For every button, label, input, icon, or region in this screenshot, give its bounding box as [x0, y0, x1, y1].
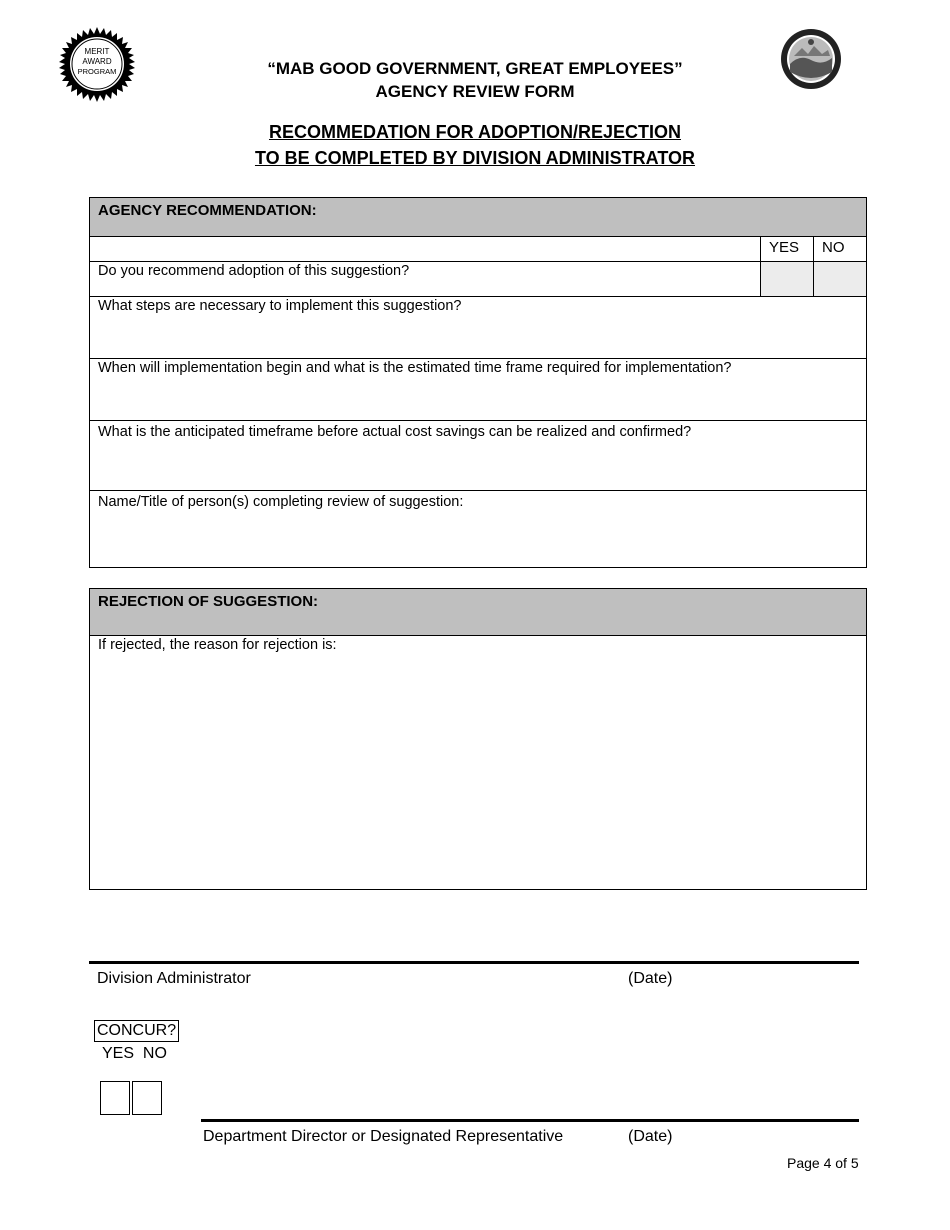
director-label: Department Director or Designated Representative — [203, 1128, 564, 1145]
question-cost-savings-timeframe[interactable]: What is the anticipated timeframe before actual cost savings can be realized and confirmed? — [90, 421, 867, 491]
question-implementation-steps[interactable]: What steps are necessary to implement this suggestion? — [90, 297, 867, 359]
no-column-label: NO — [814, 237, 867, 262]
agency-recommendation-heading: AGENCY RECOMMENDATION: — [90, 198, 867, 237]
division-admin-date-label: (Date) — [628, 970, 673, 987]
page-number: Page 4 of 5 — [787, 1155, 859, 1171]
form-title-line-2: AGENCY REVIEW FORM — [375, 82, 575, 101]
concur-no-checkbox[interactable] — [132, 1081, 162, 1115]
yes-column-label: YES — [761, 237, 814, 262]
logo-text-line-1: MERIT — [84, 47, 110, 56]
form-title-line-1: “MAB GOOD GOVERNMENT, GREAT EMPLOYEES” — [267, 59, 683, 78]
concur-yes-checkbox[interactable] — [100, 1081, 130, 1115]
question-recommend-adoption: Do you recommend adoption of this suggestion? — [90, 262, 761, 297]
agency-recommendation-table — [89, 197, 867, 568]
rejection-reason-field[interactable]: If rejected, the reason for rejection is: — [90, 636, 867, 890]
director-signature-line[interactable] — [201, 1119, 859, 1122]
subtitle-text-1: RECOMMEDATION FOR ADOPTION/REJECTION — [268, 122, 681, 142]
rejection-table — [89, 588, 867, 890]
logo-text-line-3: PROGRAM — [77, 67, 117, 76]
recommend-no-checkbox[interactable] — [814, 262, 867, 297]
concur-label: CONCUR? — [94, 1020, 179, 1042]
yes-no-header-spacer — [90, 237, 761, 262]
logo-text-line-2: AWARD — [82, 57, 112, 66]
recommend-yes-checkbox[interactable] — [761, 262, 814, 297]
question-reviewer-name-title[interactable]: Name/Title of person(s) completing review of suggestion: — [90, 491, 867, 568]
question-implementation-timeframe[interactable]: When will implementation begin and what is the estimated time frame required for implementation? — [90, 359, 867, 421]
concur-yes-no-labels: YES NO — [102, 1045, 167, 1062]
form-subtitle-line-1 — [0, 122, 950, 143]
director-date-label: (Date) — [628, 1128, 673, 1145]
division-admin-label: Division Administrator — [97, 970, 251, 987]
subtitle-text-2: TO BE COMPLETED BY DIVISION ADMINISTRATOR — [254, 148, 696, 168]
form-subtitle-line-2 — [0, 148, 950, 169]
rejection-heading: REJECTION OF SUGGESTION: — [90, 589, 867, 636]
division-admin-signature-line[interactable] — [89, 961, 859, 964]
